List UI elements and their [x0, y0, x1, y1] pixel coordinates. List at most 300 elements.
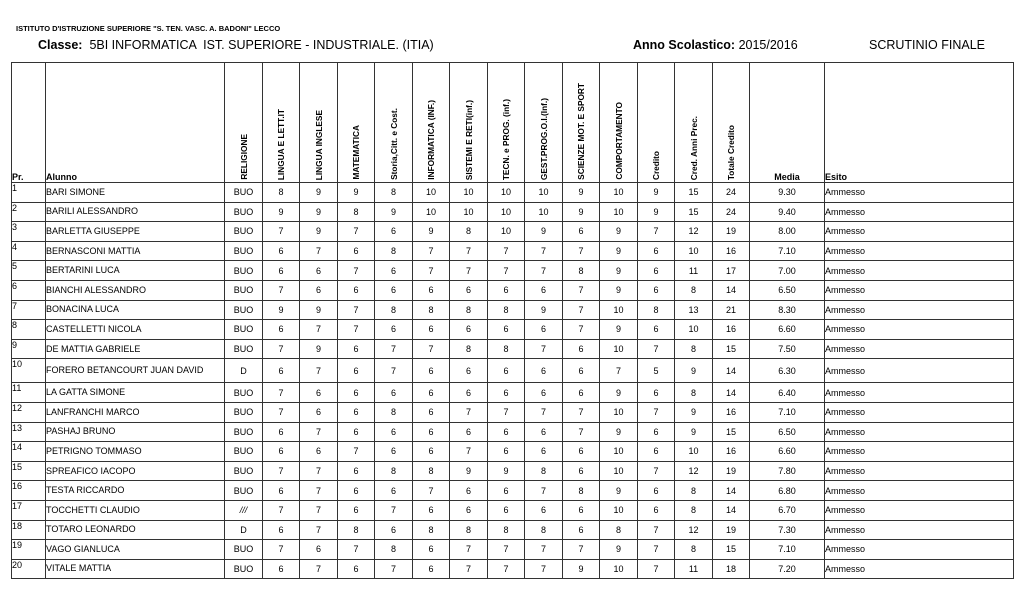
grade-cell: 8	[375, 241, 413, 261]
grade-cell: 6	[338, 422, 375, 442]
grade-cell: 7	[563, 540, 600, 560]
religion-grade: BUO	[225, 300, 263, 320]
grade-cell: 7	[525, 241, 563, 261]
grade-cell: 7	[300, 461, 338, 481]
student-name: BARLETTA GIUSEPPE	[46, 222, 225, 242]
grade-cell: 6	[638, 320, 675, 340]
column-header-alunno: Alunno	[46, 63, 225, 183]
grade-cell: 7	[338, 261, 375, 281]
grade-cell: 7	[488, 540, 525, 560]
religion-grade: BUO	[225, 183, 263, 203]
media-value: 7.30	[750, 520, 825, 540]
grade-cell: 6	[263, 320, 300, 340]
row-number: 10	[12, 359, 46, 383]
grade-cell: 7	[450, 540, 488, 560]
grade-cell: 6	[375, 481, 413, 501]
grade-cell: 6	[338, 383, 375, 403]
grade-cell: 7	[263, 383, 300, 403]
religion-grade: BUO	[225, 383, 263, 403]
grade-cell: 10	[413, 202, 450, 222]
school-year	[633, 38, 798, 52]
grades-table	[11, 62, 1014, 579]
grade-cell: 14	[713, 383, 750, 403]
grade-cell: 13	[675, 300, 713, 320]
grade-cell: 10	[450, 202, 488, 222]
grade-cell: 7	[375, 500, 413, 520]
row-number: 6	[12, 280, 46, 300]
grade-cell: 10	[600, 339, 638, 359]
grade-cell: 6	[338, 280, 375, 300]
grade-cell: 9	[488, 461, 525, 481]
grade-cell: 8	[675, 500, 713, 520]
grade-cell: 9	[600, 280, 638, 300]
esito-value: Ammesso	[825, 183, 1014, 203]
grade-cell: 7	[563, 280, 600, 300]
media-value: 7.00	[750, 261, 825, 281]
grade-cell: 6	[638, 422, 675, 442]
student-name: CASTELLETTI NICOLA	[46, 320, 225, 340]
grade-cell: 8	[638, 300, 675, 320]
table-row	[12, 202, 1014, 222]
grade-cell: 6	[375, 520, 413, 540]
grade-cell: 6	[638, 383, 675, 403]
student-name: BERNASCONI MATTIA	[46, 241, 225, 261]
grade-cell: 9	[300, 339, 338, 359]
grade-cell: 10	[600, 442, 638, 462]
grade-cell: 6	[488, 280, 525, 300]
grade-cell: 9	[600, 422, 638, 442]
media-value: 6.80	[750, 481, 825, 501]
column-header-subject	[563, 63, 600, 183]
grade-cell: 6	[413, 422, 450, 442]
grade-cell: 15	[713, 422, 750, 442]
grade-cell: 7	[413, 261, 450, 281]
religion-grade: BUO	[225, 481, 263, 501]
media-value: 8.00	[750, 222, 825, 242]
column-header-subject	[300, 63, 338, 183]
grade-cell: 6	[413, 559, 450, 579]
grade-cell: 7	[450, 559, 488, 579]
column-header-subject	[413, 63, 450, 183]
grade-cell: 9	[300, 183, 338, 203]
grade-cell: 8	[450, 300, 488, 320]
grade-cell: 6	[413, 359, 450, 383]
grade-cell: 6	[638, 442, 675, 462]
media-value: 7.10	[750, 402, 825, 422]
school-year-value: 2015/2016	[738, 38, 798, 52]
row-number: 5	[12, 261, 46, 281]
grade-cell: 16	[713, 442, 750, 462]
grade-cell: 8	[375, 402, 413, 422]
religion-grade: BUO	[225, 559, 263, 579]
grade-cell: 6	[450, 280, 488, 300]
grade-cell: 6	[263, 359, 300, 383]
row-number: 18	[12, 520, 46, 540]
grade-cell: 6	[450, 359, 488, 383]
esito-value: Ammesso	[825, 320, 1014, 340]
grade-cell: 7	[413, 241, 450, 261]
grade-cell: 7	[338, 222, 375, 242]
grade-cell: 8	[488, 520, 525, 540]
column-header-subject	[263, 63, 300, 183]
grade-cell: 7	[638, 520, 675, 540]
grade-cell: 9	[263, 202, 300, 222]
table-row	[12, 280, 1014, 300]
grade-cell: 7	[525, 540, 563, 560]
student-name: DE MATTIA GABRIELE	[46, 339, 225, 359]
row-number: 9	[12, 339, 46, 359]
row-number: 13	[12, 422, 46, 442]
grade-cell: 9	[600, 383, 638, 403]
grade-cell: 9	[600, 222, 638, 242]
table-row	[12, 383, 1014, 403]
esito-value: Ammesso	[825, 241, 1014, 261]
grade-cell: 10	[600, 559, 638, 579]
grade-cell: 9	[600, 261, 638, 281]
grade-cell: 7	[300, 241, 338, 261]
column-header-subject	[338, 63, 375, 183]
row-number: 4	[12, 241, 46, 261]
grade-cell: 8	[338, 202, 375, 222]
table-row	[12, 520, 1014, 540]
grade-cell: 8	[488, 339, 525, 359]
grade-cell: 12	[675, 520, 713, 540]
row-number: 15	[12, 461, 46, 481]
grade-cell: 8	[450, 339, 488, 359]
grade-cell: 7	[375, 559, 413, 579]
grade-cell: 7	[525, 261, 563, 281]
grade-cell: 6	[338, 402, 375, 422]
grade-cell: 6	[488, 383, 525, 403]
grade-cell: 7	[450, 442, 488, 462]
media-value: 6.70	[750, 500, 825, 520]
row-number: 17	[12, 500, 46, 520]
grade-cell: 6	[488, 359, 525, 383]
grade-cell: 6	[563, 383, 600, 403]
grade-cell: 9	[563, 183, 600, 203]
grade-cell: 6	[563, 520, 600, 540]
esito-value: Ammesso	[825, 280, 1014, 300]
grade-cell: 6	[563, 359, 600, 383]
row-number: 2	[12, 202, 46, 222]
grade-cell: 6	[638, 481, 675, 501]
grade-cell: 6	[488, 422, 525, 442]
grade-cell: 7	[525, 402, 563, 422]
grade-cell: 6	[300, 442, 338, 462]
grade-cell: 7	[263, 461, 300, 481]
grade-cell: 6	[375, 442, 413, 462]
column-header-subject	[600, 63, 638, 183]
table-body	[12, 183, 1014, 579]
grade-cell: 6	[413, 500, 450, 520]
grade-cell: 7	[638, 559, 675, 579]
grade-cell: 7	[563, 300, 600, 320]
religion-grade: BUO	[225, 222, 263, 242]
religion-grade: BUO	[225, 540, 263, 560]
grade-cell: 14	[713, 500, 750, 520]
religion-grade: D	[225, 520, 263, 540]
grade-cell: 7	[563, 320, 600, 340]
media-value: 9.40	[750, 202, 825, 222]
grade-cell: 6	[375, 222, 413, 242]
grade-cell: 6	[488, 442, 525, 462]
grade-cell: 10	[600, 500, 638, 520]
grade-cell: 8	[525, 520, 563, 540]
grade-cell: 6	[450, 500, 488, 520]
religion-grade: ///	[225, 500, 263, 520]
grade-cell: 6	[375, 261, 413, 281]
grade-cell: 6	[563, 222, 600, 242]
grade-cell: 10	[488, 183, 525, 203]
grade-cell: 6	[413, 320, 450, 340]
grade-cell: 8	[375, 540, 413, 560]
column-header-media: Media	[750, 63, 825, 183]
media-value: 8.30	[750, 300, 825, 320]
grade-cell: 15	[713, 339, 750, 359]
column-header-label: GEST.PROG.O.I.(Inf.)	[538, 97, 549, 180]
grade-cell: 7	[263, 500, 300, 520]
grade-cell: 6	[263, 261, 300, 281]
grade-cell: 9	[600, 540, 638, 560]
grade-cell: 9	[263, 300, 300, 320]
table-row	[12, 339, 1014, 359]
grade-cell: 24	[713, 183, 750, 203]
grade-cell: 10	[600, 202, 638, 222]
scrutinio-title: SCRUTINIO FINALE	[869, 38, 985, 52]
class-label: Classe:	[38, 38, 83, 52]
grade-cell: 9	[450, 461, 488, 481]
grade-cell: 6	[375, 383, 413, 403]
grade-cell: 9	[375, 202, 413, 222]
media-value: 7.50	[750, 339, 825, 359]
grade-cell: 6	[525, 442, 563, 462]
religion-grade: BUO	[225, 422, 263, 442]
student-name: VITALE MATTIA	[46, 559, 225, 579]
grade-cell: 8	[675, 481, 713, 501]
grade-cell: 6	[450, 481, 488, 501]
table-header-row	[12, 63, 1014, 183]
grade-cell: 6	[338, 481, 375, 501]
grade-cell: 7	[263, 280, 300, 300]
grade-cell: 6	[263, 422, 300, 442]
grade-cell: 12	[675, 461, 713, 481]
grade-cell: 19	[713, 461, 750, 481]
grade-cell: 7	[638, 222, 675, 242]
grade-cell: 8	[263, 183, 300, 203]
student-name: BERTARINI LUCA	[46, 261, 225, 281]
student-name: TESTA RICCARDO	[46, 481, 225, 501]
grade-cell: 6	[263, 559, 300, 579]
grade-cell: 7	[300, 481, 338, 501]
column-header-label: LINGUA E LETT.IT	[276, 108, 286, 180]
table-row	[12, 422, 1014, 442]
student-name: PASHAJ BRUNO	[46, 422, 225, 442]
media-value: 7.10	[750, 540, 825, 560]
grade-cell: 9	[338, 183, 375, 203]
column-header-esito: Esito	[825, 63, 1014, 183]
grade-cell: 7	[563, 402, 600, 422]
esito-value: Ammesso	[825, 540, 1014, 560]
grade-cell: 8	[675, 383, 713, 403]
grade-cell: 6	[300, 540, 338, 560]
grade-cell: 9	[300, 300, 338, 320]
grade-cell: 14	[713, 280, 750, 300]
student-name: BARI SIMONE	[46, 183, 225, 203]
grade-cell: 6	[338, 500, 375, 520]
esito-value: Ammesso	[825, 500, 1014, 520]
esito-value: Ammesso	[825, 222, 1014, 242]
religion-grade: BUO	[225, 320, 263, 340]
grade-cell: 9	[600, 481, 638, 501]
grade-cell: 6	[338, 339, 375, 359]
column-header-subject	[525, 63, 563, 183]
grade-cell: 8	[413, 520, 450, 540]
grade-cell: 7	[488, 261, 525, 281]
grade-cell: 9	[525, 222, 563, 242]
column-header-subject	[488, 63, 525, 183]
column-header-subject	[675, 63, 713, 183]
grade-cell: 9	[638, 183, 675, 203]
grade-cell: 8	[525, 461, 563, 481]
grade-cell: 7	[338, 300, 375, 320]
student-name: LA GATTA SIMONE	[46, 383, 225, 403]
grade-cell: 6	[450, 320, 488, 340]
table-row	[12, 300, 1014, 320]
grade-cell: 6	[338, 461, 375, 481]
media-value: 9.30	[750, 183, 825, 203]
student-name: FORERO BETANCOURT JUAN DAVID	[46, 359, 225, 383]
grade-cell: 6	[300, 261, 338, 281]
esito-value: Ammesso	[825, 422, 1014, 442]
grade-cell: 16	[713, 402, 750, 422]
column-header-subject	[713, 63, 750, 183]
grade-cell: 7	[525, 339, 563, 359]
grade-cell: 15	[675, 202, 713, 222]
grade-cell: 11	[675, 261, 713, 281]
esito-value: Ammesso	[825, 481, 1014, 501]
grade-cell: 6	[263, 520, 300, 540]
grade-cell: 7	[300, 422, 338, 442]
grade-cell: 6	[638, 241, 675, 261]
grade-cell: 7	[638, 339, 675, 359]
class-value: 5BI INFORMATICA IST. SUPERIORE - INDUSTRIALE. (ITIA)	[89, 38, 434, 52]
grade-cell: 6	[300, 383, 338, 403]
grade-cell: 9	[525, 300, 563, 320]
esito-value: Ammesso	[825, 461, 1014, 481]
table-row	[12, 359, 1014, 383]
grade-cell: 7	[488, 559, 525, 579]
grade-cell: 9	[563, 559, 600, 579]
grade-cell: 7	[375, 339, 413, 359]
grade-cell: 24	[713, 202, 750, 222]
class-info	[38, 38, 434, 52]
row-number: 1	[12, 183, 46, 203]
grade-cell: 14	[713, 359, 750, 383]
esito-value: Ammesso	[825, 359, 1014, 383]
grade-cell: 10	[675, 442, 713, 462]
grade-cell: 10	[525, 202, 563, 222]
grade-cell: 7	[563, 422, 600, 442]
grade-cell: 10	[675, 241, 713, 261]
grade-cell: 5	[638, 359, 675, 383]
table-row	[12, 241, 1014, 261]
row-number: 7	[12, 300, 46, 320]
grade-cell: 7	[263, 339, 300, 359]
grade-cell: 7	[450, 402, 488, 422]
esito-value: Ammesso	[825, 202, 1014, 222]
table-row	[12, 481, 1014, 501]
grade-cell: 6	[450, 383, 488, 403]
column-header-label: Credito	[651, 150, 661, 180]
grade-cell: 15	[713, 540, 750, 560]
row-number: 16	[12, 481, 46, 501]
grade-cell: 8	[375, 461, 413, 481]
table-row	[12, 559, 1014, 579]
column-header-subject	[225, 63, 263, 183]
grade-cell: 6	[525, 422, 563, 442]
grade-cell: 8	[675, 540, 713, 560]
grade-cell: 9	[563, 202, 600, 222]
grade-cell: 10	[488, 222, 525, 242]
grade-cell: 9	[675, 422, 713, 442]
grade-cell: 9	[300, 222, 338, 242]
grade-cell: 8	[675, 280, 713, 300]
column-header-label: MATEMATICA	[351, 125, 361, 180]
grade-cell: 7	[263, 222, 300, 242]
grade-cell: 7	[413, 481, 450, 501]
grade-cell: 6	[413, 383, 450, 403]
esito-value: Ammesso	[825, 442, 1014, 462]
grade-cell: 7	[375, 359, 413, 383]
grade-cell: 6	[525, 359, 563, 383]
grade-cell: 9	[600, 241, 638, 261]
grade-cell: 11	[675, 559, 713, 579]
student-name: BIANCHI ALESSANDRO	[46, 280, 225, 300]
table-row	[12, 222, 1014, 242]
grade-cell: 9	[638, 202, 675, 222]
grade-cell: 7	[638, 540, 675, 560]
grade-cell: 9	[675, 359, 713, 383]
grade-cell: 19	[713, 222, 750, 242]
esito-value: Ammesso	[825, 261, 1014, 281]
student-name: TOCCHETTI CLAUDIO	[46, 500, 225, 520]
grade-cell: 6	[263, 481, 300, 501]
grade-cell: 8	[375, 183, 413, 203]
religion-grade: BUO	[225, 339, 263, 359]
column-header-label: LINGUA INGLESE	[313, 109, 324, 180]
row-number: 3	[12, 222, 46, 242]
table-row	[12, 402, 1014, 422]
row-number: 8	[12, 320, 46, 340]
grade-cell: 6	[338, 559, 375, 579]
column-header-label: Totale Credito	[726, 124, 736, 180]
column-header-subject	[450, 63, 488, 183]
grade-cell: 8	[375, 300, 413, 320]
grade-cell: 6	[525, 383, 563, 403]
grade-cell: 8	[338, 520, 375, 540]
table-row	[12, 442, 1014, 462]
grade-cell: 6	[638, 500, 675, 520]
grade-cell: 18	[713, 559, 750, 579]
student-name: VAGO GIANLUCA	[46, 540, 225, 560]
grade-cell: 8	[563, 481, 600, 501]
school-year-label: Anno Scolastico:	[633, 38, 736, 52]
grade-cell: 6	[413, 442, 450, 462]
grade-cell: 14	[713, 481, 750, 501]
grade-cell: 7	[638, 402, 675, 422]
media-value: 7.20	[750, 559, 825, 579]
student-name: TOTARO LEONARDO	[46, 520, 225, 540]
